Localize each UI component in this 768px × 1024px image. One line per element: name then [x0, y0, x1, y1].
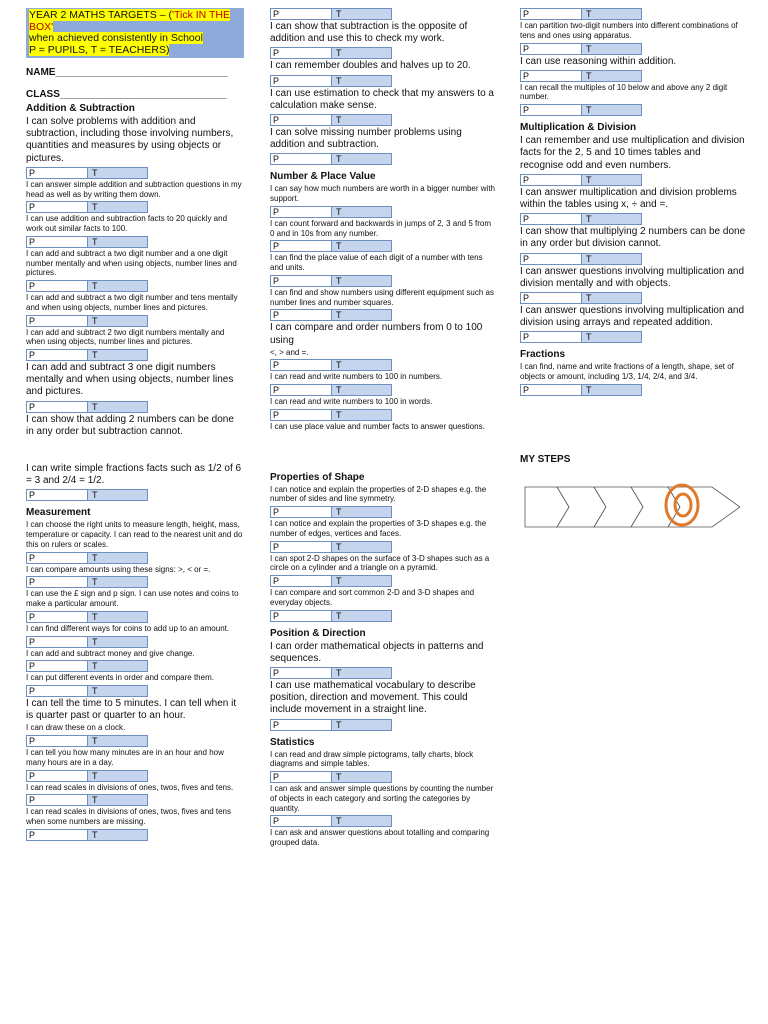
teacher-box[interactable]: T [88, 736, 147, 746]
teacher-box[interactable]: T [332, 816, 391, 826]
target-statement: I can draw these on a clock. [26, 723, 126, 733]
pupil-box[interactable]: P [521, 332, 582, 342]
pupil-box[interactable]: P [27, 661, 88, 671]
tick-box[interactable] [270, 815, 392, 827]
tick-box[interactable] [270, 610, 392, 622]
target-statement: I can find the place value of each digit of a number with tens and units. [270, 253, 483, 273]
teacher-box[interactable]: T [88, 795, 147, 805]
pupil-box[interactable]: P [27, 612, 88, 622]
tick-box[interactable] [520, 384, 642, 396]
pupil-box[interactable]: P [271, 720, 332, 730]
tick-box[interactable] [270, 153, 392, 165]
target-statement: I can use estimation to check that my answers to a calculation make sense. [270, 87, 494, 111]
target-statement: I can put different events in order and compare them. [26, 673, 214, 683]
pupil-box[interactable]: P [27, 830, 88, 840]
target-statement: I can show that adding 2 numbers can be done in any order but subtraction cannot. [26, 413, 234, 437]
pupil-box[interactable]: P [271, 576, 332, 586]
pupil-box[interactable]: P [271, 154, 332, 164]
tick-box[interactable] [520, 253, 642, 265]
teacher-box[interactable]: T [332, 542, 391, 552]
teacher-box[interactable]: T [88, 637, 147, 647]
tick-box[interactable] [270, 719, 392, 731]
pupil-box[interactable]: P [521, 214, 582, 224]
target-statement: I can tell the time to 5 minutes. I can tell when it is quarter past or quarter to an hour. [26, 698, 237, 722]
tick-box[interactable] [520, 43, 642, 55]
teacher-box[interactable]: T [582, 175, 641, 185]
target-statement: I can notice and explain the properties of 2-D shapes e.g. the number of sides and line symmetry. [270, 484, 487, 504]
target-statement: I can read and write numbers to 100 in numbers. [270, 372, 443, 382]
tick-box[interactable] [520, 70, 642, 82]
target-statement: <, > and =. [270, 347, 309, 357]
tick-box[interactable] [520, 292, 642, 304]
target-statement: I can add and subtract 2 two digit numbers mentally and when using objects, number lines and pictures. [26, 327, 225, 347]
tick-box[interactable] [270, 75, 392, 87]
header-line2: when achieved consistently in School [29, 32, 203, 44]
tick-box[interactable] [270, 771, 392, 783]
target-statement: I can read and draw simple pictograms, tally charts, block diagrams and simple tables. [270, 749, 474, 769]
pupil-box[interactable]: P [271, 9, 332, 19]
target-statement: I can add and subtract a two digit number and tens mentally and when using objects, number lines and pictures. [26, 293, 238, 312]
teacher-box[interactable]: T [332, 507, 391, 517]
target-statement: I can choose the right units to measure length, height, mass, temperature or capacity. I can read to the nearest unit and do this on rulers or scales. [26, 520, 243, 549]
target-statement: I can notice and explain the properties of 3-D shapes e.g. the number of edges, vertices and faces. [270, 519, 487, 538]
teacher-box[interactable]: T [88, 661, 147, 671]
target-statement: I can compare and order numbers from 0 to 100 using [270, 322, 483, 346]
column-3 [520, 8, 746, 535]
pupil-box[interactable]: P [271, 668, 332, 678]
teacher-box[interactable]: T [332, 772, 391, 782]
tick-box[interactable] [270, 506, 392, 518]
column-2 [270, 8, 496, 850]
target-statement: I can write simple fractions facts such as 1/2 of 6 = 3 and 2/4 = 1/2. [26, 462, 242, 487]
target-statement: I can use mathematical vocabulary to describe position, direction and movement. This could include movement in a straight line. [270, 680, 476, 716]
tick-box[interactable] [26, 611, 148, 623]
teacher-box[interactable]: T [88, 686, 147, 696]
pupil-box[interactable]: P [271, 507, 332, 517]
tick-box[interactable] [270, 47, 392, 59]
target-statement: I can show that subtraction is the opposite of addition and use this to check my work. [270, 21, 468, 45]
column-1 [26, 8, 244, 841]
target-statement: I can say how much numbers are worth in a bigger number with support. [270, 184, 495, 204]
teacher-box[interactable]: T [582, 214, 641, 224]
tick-box[interactable] [270, 8, 392, 20]
pupil-box[interactable]: P [521, 105, 582, 115]
pupil-box[interactable]: P [27, 202, 88, 212]
tick-box[interactable] [520, 104, 642, 116]
target-statement: I can compare and sort common 2-D and 3-D shapes and everyday objects. [270, 588, 475, 607]
tick-box[interactable] [26, 349, 148, 361]
my-steps-diagram [520, 475, 740, 535]
teacher-box[interactable]: T [332, 576, 391, 586]
teacher-box[interactable]: T [88, 553, 147, 563]
tick-box[interactable] [270, 114, 392, 126]
pupil-box[interactable]: P [271, 207, 332, 217]
pupil-box[interactable]: P [27, 402, 88, 412]
name-field[interactable]: NAME_______________________________ [26, 67, 228, 78]
target-statement: I can show that multiplying 2 numbers can be done in any order but division cannot. [520, 226, 746, 250]
pupil-box[interactable]: P [27, 316, 88, 326]
pupil-box[interactable]: P [271, 542, 332, 552]
target-statement: I can ask and answer questions about totalling and comparing grouped data. [270, 828, 490, 848]
teacher-box[interactable]: T [332, 385, 391, 395]
pupil-box[interactable]: P [271, 115, 332, 125]
target-statement: I can add and subtract a two digit number and a one digit number mentally and when using objects, number lines and pictures. [26, 248, 237, 278]
tick-box[interactable] [270, 409, 392, 421]
teacher-box[interactable]: T [582, 44, 641, 54]
tick-box[interactable] [26, 735, 148, 747]
target-statement: I can solve problems with addition and subtraction, including those involving numbers, quantities and measures by using objects or pictures. [26, 116, 234, 164]
teacher-box[interactable]: T [582, 254, 641, 264]
target-statement: I can use the £ sign and p sign. I can use notes and coins to make a particular amount. [26, 589, 239, 609]
tick-box[interactable] [520, 8, 642, 20]
tick-box[interactable] [26, 401, 148, 413]
pupil-box[interactable]: P [271, 48, 332, 58]
tick-box[interactable] [26, 167, 148, 179]
target-statement: I can use place value and number facts to answer questions. [270, 421, 485, 431]
page-header [26, 8, 244, 58]
target-statement: I can read scales in divisions of ones, twos, fives and tens. [26, 782, 234, 792]
target-statement: I can find different ways for coins to add up to an amount. [26, 623, 230, 633]
target-statement: I can ask and answer simple questions by counting the number of objects in each category and sorting the categories by quantity. [270, 784, 494, 813]
pupil-box[interactable]: P [271, 310, 332, 320]
header-line3: P = PUPILS, T = TEACHERS) [29, 43, 170, 56]
section-heading-addition: Addition & Subtraction [26, 103, 135, 114]
target-statement: I can remember doubles and halves up to 20. [270, 60, 471, 72]
target-statement: I can tell you how many minutes are in an hour and how many hours are in a day. [26, 748, 224, 767]
teacher-box[interactable]: T [582, 105, 641, 115]
tick-box[interactable] [26, 794, 148, 806]
pupil-box[interactable]: P [521, 44, 582, 54]
pupil-box[interactable]: P [27, 168, 88, 178]
teacher-box[interactable]: T [332, 241, 391, 251]
teacher-box[interactable]: T [332, 207, 391, 217]
teacher-box[interactable]: T [332, 154, 391, 164]
teacher-box[interactable]: T [582, 293, 641, 303]
pupil-box[interactable]: P [27, 795, 88, 805]
teacher-box[interactable]: T [332, 611, 391, 621]
target-statement: I can use reasoning within addition. [520, 55, 677, 67]
target-statement: I can compare amounts using these signs: >, < or =. [26, 564, 211, 574]
target-statement: I can order mathematical objects in patterns and sequences. [270, 640, 484, 664]
teacher-box[interactable]: T [88, 577, 147, 587]
target-statement: I can read and write numbers to 100 in words. [270, 397, 433, 407]
section-heading-position: Position & Direction [270, 627, 366, 639]
teacher-box[interactable]: T [332, 76, 391, 86]
tick-box[interactable] [270, 541, 392, 553]
pupil-box[interactable]: P [27, 237, 88, 247]
section-heading-place-value: Number & Place Value [270, 171, 376, 183]
pupil-box[interactable]: P [27, 771, 88, 781]
tick-box[interactable] [26, 576, 148, 588]
pupil-box[interactable]: P [521, 175, 582, 185]
tick-box[interactable] [270, 359, 392, 371]
tick-box[interactable] [520, 174, 642, 186]
teacher-box[interactable]: T [88, 771, 147, 781]
tick-box[interactable] [270, 309, 392, 321]
target-statement: I can find and show numbers using different equipment such as number lines and number squares. [270, 287, 494, 307]
teacher-box[interactable]: T [88, 612, 147, 622]
pupil-box[interactable]: P [271, 611, 332, 621]
teacher-box[interactable]: T [88, 281, 147, 291]
pupil-box[interactable]: P [271, 76, 332, 86]
pupil-box[interactable]: P [27, 577, 88, 587]
pupil-box[interactable]: P [27, 490, 88, 500]
teacher-box[interactable]: T [88, 490, 147, 500]
tick-box[interactable] [270, 667, 392, 679]
section-heading-multiplication: Multiplication & Division [520, 122, 637, 134]
teacher-box[interactable]: T [88, 316, 147, 326]
header-line1: YEAR 2 MATHS TARGETS – ( [29, 9, 172, 21]
pupil-box[interactable]: P [27, 637, 88, 647]
section-heading-measurement: Measurement [26, 507, 91, 519]
tick-box[interactable] [270, 206, 392, 218]
tick-box[interactable] [520, 331, 642, 343]
pupil-box[interactable]: P [27, 281, 88, 291]
target-statement: I can find, name and write fractions of a length, shape, set of objects or amount, including 1/3, 1/4, 2/4, and 3/4. [520, 362, 734, 381]
teacher-box[interactable]: T [88, 350, 147, 360]
target-statement: I can recall the multiples of 10 below and above any 2 digit number. [520, 82, 728, 102]
teacher-box[interactable]: T [332, 9, 391, 19]
teacher-box[interactable]: T [88, 202, 147, 212]
pupil-box[interactable]: P [521, 254, 582, 264]
pupil-box[interactable]: P [521, 385, 582, 395]
teacher-box[interactable]: T [332, 310, 391, 320]
teacher-box[interactable]: T [88, 830, 147, 840]
section-heading-my-steps: MY STEPS [520, 453, 571, 465]
tick-box[interactable] [26, 280, 148, 292]
tick-box[interactable] [26, 552, 148, 564]
section-heading-statistics: Statistics [270, 736, 315, 748]
teacher-box[interactable]: T [88, 402, 147, 412]
target-statement: I can add and subtract money and give change. [26, 648, 195, 658]
teacher-box[interactable]: T [582, 71, 641, 81]
pupil-box[interactable]: P [27, 736, 88, 746]
teacher-box[interactable]: T [88, 237, 147, 247]
tick-box[interactable] [270, 384, 392, 396]
tick-box[interactable] [270, 240, 392, 252]
pupil-box[interactable]: P [521, 293, 582, 303]
tick-box[interactable] [26, 201, 148, 213]
section-heading-shape: Properties of Shape [270, 471, 365, 483]
tick-box[interactable] [26, 636, 148, 648]
target-statement: I can read scales in divisions of ones, twos, fives and tens when some numbers are missing. [26, 807, 231, 827]
target-statement: I can solve missing number problems using addition and subtraction. [270, 126, 462, 151]
teacher-box[interactable]: T [332, 276, 391, 286]
header-tick-note: 'Tick IN THE BOX' [29, 9, 230, 33]
target-statement: I can answer multiplication and division problems within the tables using x, ÷ and =. [520, 186, 737, 210]
tick-box[interactable] [270, 275, 392, 287]
teacher-box[interactable]: T [582, 332, 641, 342]
target-statement: I can remember and use multiplication and division facts for the 2, 5 and 10 times tables and recognise odd and even numbers. [520, 135, 745, 171]
pupil-box[interactable]: P [27, 686, 88, 696]
steps-chevrons [520, 475, 740, 535]
teacher-box[interactable]: T [332, 720, 391, 730]
target-statement: I can count forward and backwards in jumps of 2, 3 and 5 from 0 and in 10s from any number. [270, 218, 492, 238]
pupil-box[interactable]: P [27, 350, 88, 360]
target-statement: I can answer questions involving multiplication and division using arrays and repeated addition. [520, 304, 745, 329]
tick-box[interactable] [26, 770, 148, 782]
target-statement: I can use addition and subtraction facts to 20 quickly and work out similar facts to 100. [26, 214, 228, 233]
teacher-box[interactable]: T [332, 48, 391, 58]
pupil-box[interactable]: P [271, 410, 332, 420]
teacher-box[interactable]: T [582, 385, 641, 395]
pupil-box[interactable]: P [271, 276, 332, 286]
section-heading-fractions: Fractions [520, 349, 566, 361]
teacher-box[interactable]: T [332, 115, 391, 125]
target-statement: I can answer questions involving multiplication and division mentally and with objects. [520, 265, 745, 289]
target-statement: I can spot 2-D shapes on the surface of 3-D shapes such as a circle on a cylinder and a triangle on a pyramid. [270, 553, 490, 573]
teacher-box[interactable]: T [332, 668, 391, 678]
pupil-box[interactable]: P [271, 772, 332, 782]
pupil-box[interactable]: P [521, 9, 582, 19]
pupil-box[interactable]: P [271, 816, 332, 826]
tick-box[interactable] [26, 685, 148, 697]
class-field[interactable]: CLASS______________________________ [26, 89, 227, 100]
target-statement: I can partition two-digit numbers into different combinations of tens and ones using apparatus. [520, 21, 738, 40]
tick-box[interactable] [26, 660, 148, 672]
target-statement: I can answer simple addition and subtraction questions in my head as well as by writing them down. [26, 179, 242, 199]
tick-box[interactable] [26, 315, 148, 327]
pupil-box[interactable]: P [271, 241, 332, 251]
tick-box[interactable] [270, 575, 392, 587]
teacher-box[interactable]: T [582, 9, 641, 19]
tick-box[interactable] [26, 489, 148, 501]
teacher-box[interactable]: T [332, 360, 391, 370]
pupil-box[interactable]: P [521, 71, 582, 81]
pupil-box[interactable]: P [27, 553, 88, 563]
teacher-box[interactable]: T [88, 168, 147, 178]
teacher-box[interactable]: T [332, 410, 391, 420]
tick-box[interactable] [26, 236, 148, 248]
pupil-box[interactable]: P [271, 360, 332, 370]
target-statement: I can add and subtract 3 one digit numbers mentally and when using objects, number lines and pictures. [26, 362, 234, 398]
tick-box[interactable] [520, 213, 642, 225]
pupil-box[interactable]: P [271, 385, 332, 395]
tick-box[interactable] [26, 829, 148, 841]
